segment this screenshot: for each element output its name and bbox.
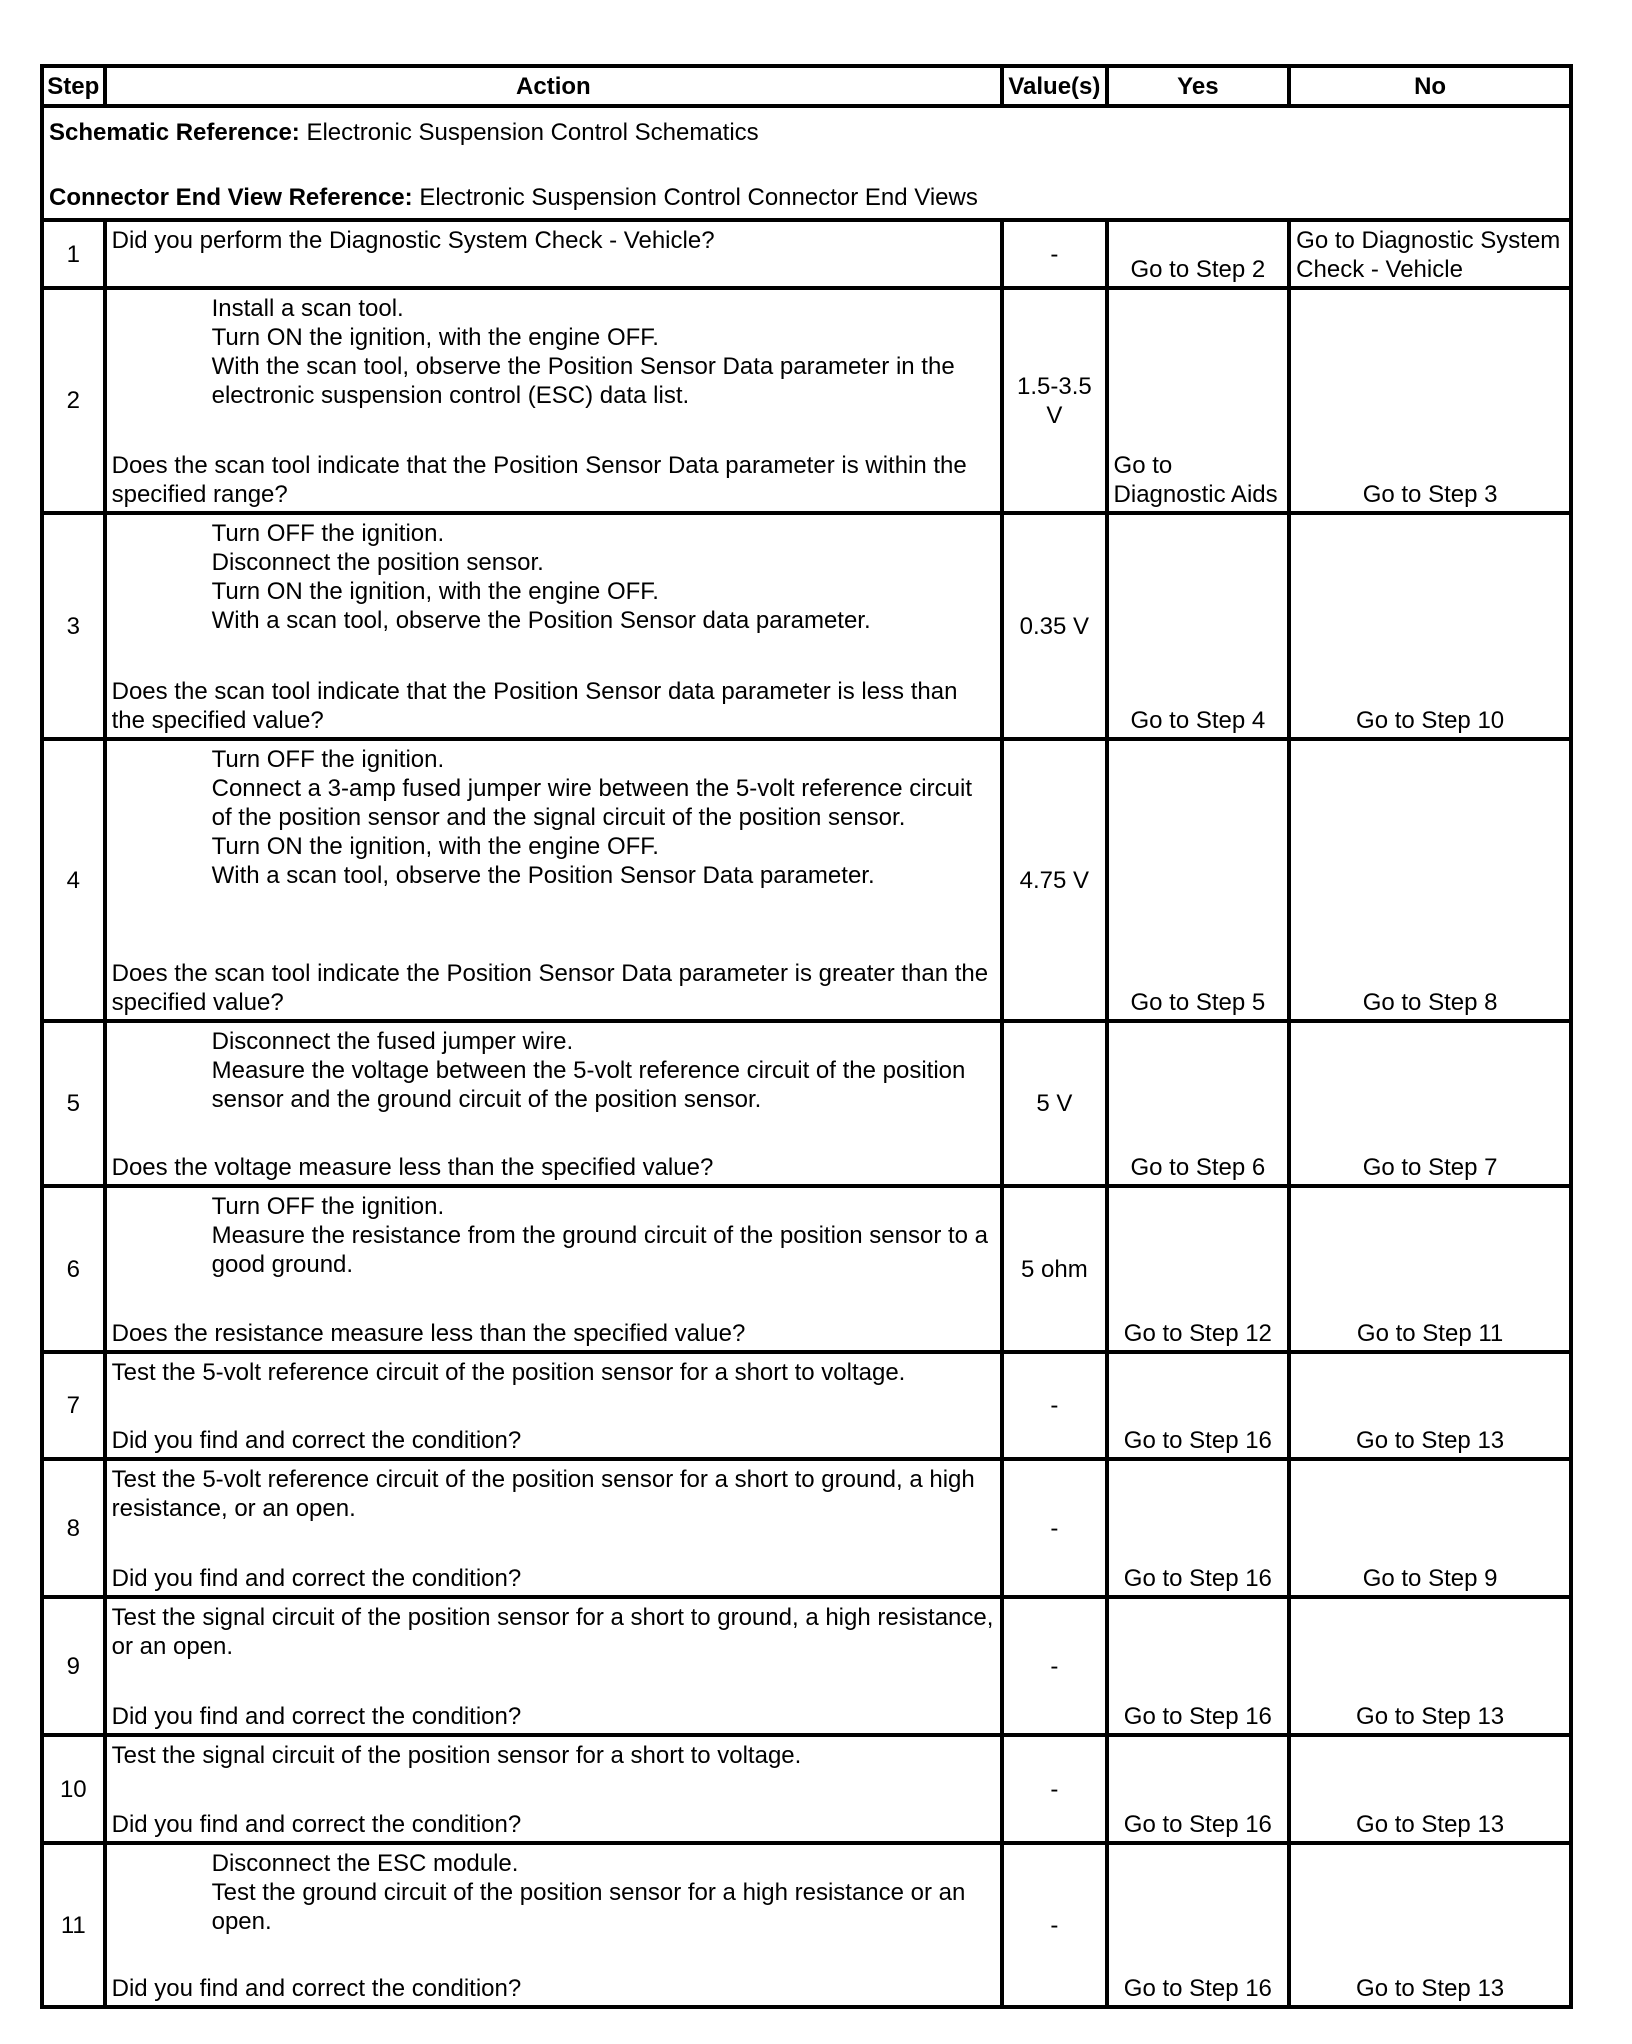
reference-row <box>42 106 1571 220</box>
action-cell <box>105 1843 1003 2007</box>
step-number: 1 <box>42 220 105 288</box>
table-row <box>42 513 1571 739</box>
action-question: Did you find and correct the condition? <box>111 1565 522 1592</box>
no-cell: Go to Step 13 <box>1289 1735 1571 1843</box>
step-number: 8 <box>42 1459 105 1597</box>
action-text: Did you perform the Diagnostic System Check - Vehicle? <box>111 227 715 254</box>
action-step-item: With a scan tool, observe the Position Sensor Data parameter. <box>211 862 875 889</box>
action-step-item: Turn ON the ignition, with the engine OFF. <box>211 578 659 605</box>
step-number: 11 <box>42 1843 105 2007</box>
header-action: Action <box>105 66 1003 106</box>
yes-cell: Go to Step 16 <box>1107 1352 1290 1459</box>
action-steps <box>112 294 996 410</box>
value-cell: 5 V <box>1002 1021 1106 1186</box>
header-yes: Yes <box>1107 66 1290 106</box>
table-row <box>42 1597 1571 1735</box>
action-step-item: Disconnect the position sensor. <box>211 549 544 576</box>
action-cell <box>105 1735 1003 1843</box>
action-text: Test the 5-volt reference circuit of the position sensor for a short to voltage. <box>111 1359 906 1386</box>
action-cell <box>105 1352 1003 1459</box>
header-step: Step <box>42 66 105 106</box>
table-row <box>42 1735 1571 1843</box>
action-steps <box>112 1027 996 1114</box>
schematic-reference <box>49 118 1564 147</box>
value-cell: - <box>1002 1597 1106 1735</box>
action-step-item: With a scan tool, observe the Position Sensor data parameter. <box>211 607 871 634</box>
header-no: No <box>1289 66 1571 106</box>
yes-cell: Go to Step 16 <box>1107 1735 1290 1843</box>
action-question: Did you find and correct the condition? <box>111 1427 522 1454</box>
action-cell <box>105 1459 1003 1597</box>
yes-cell: Go to Step 16 <box>1107 1843 1290 2007</box>
yes-cell: Go to Diagnostic Aids <box>1107 288 1290 513</box>
action-step-item: With the scan tool, observe the Position Sensor Data parameter in the electronic suspension control (ESC) data list. <box>211 353 955 409</box>
action-step-item: Connect a 3-amp fused jumper wire between the 5-volt reference circuit of the position sensor and the signal circuit of the position sensor. <box>211 775 972 831</box>
step-number: 2 <box>42 288 105 513</box>
table-row <box>42 1186 1571 1352</box>
no-cell: Go to Step 7 <box>1289 1021 1571 1186</box>
reference-cell <box>42 106 1571 220</box>
no-cell: Go to Step 10 <box>1289 513 1571 739</box>
no-cell: Go to Step 13 <box>1289 1843 1571 2007</box>
action-cell <box>105 1021 1003 1186</box>
yes-cell: Go to Step 5 <box>1107 739 1290 1021</box>
step-number: 6 <box>42 1186 105 1352</box>
action-question: Does the voltage measure less than the specified value? <box>111 1154 714 1181</box>
action-cell <box>105 739 1003 1021</box>
action-step-item: Measure the resistance from the ground circuit of the position sensor to a good ground. <box>211 1222 989 1278</box>
action-cell <box>105 288 1003 513</box>
action-step-item: Turn ON the ignition, with the engine OFF. <box>211 833 659 860</box>
action-step-item: Turn OFF the ignition. <box>211 520 445 547</box>
action-question: Did you find and correct the condition? <box>111 1975 522 2002</box>
diagnostic-table <box>40 64 1573 2009</box>
header-row <box>42 66 1571 106</box>
yes-cell: Go to Step 2 <box>1107 220 1290 288</box>
schematic-reference-label: Schematic Reference: <box>49 119 300 146</box>
action-cell <box>105 1597 1003 1735</box>
action-step-item: Turn ON the ignition, with the engine OFF. <box>211 324 659 351</box>
action-steps <box>112 519 996 635</box>
table-row <box>42 739 1571 1021</box>
no-cell: Go to Step 3 <box>1289 288 1571 513</box>
action-step-item: Disconnect the ESC module. <box>211 1850 519 1877</box>
step-number: 7 <box>42 1352 105 1459</box>
yes-cell: Go to Step 6 <box>1107 1021 1290 1186</box>
value-cell: - <box>1002 1735 1106 1843</box>
action-step-item: Install a scan tool. <box>211 295 404 322</box>
yes-cell: Go to Step 12 <box>1107 1186 1290 1352</box>
action-step-item: Test the ground circuit of the position sensor for a high resistance or an open. <box>211 1879 966 1935</box>
step-number: 5 <box>42 1021 105 1186</box>
table-row <box>42 220 1571 288</box>
table-row <box>42 1021 1571 1186</box>
no-cell: Go to Step 8 <box>1289 739 1571 1021</box>
step-number: 4 <box>42 739 105 1021</box>
schematic-reference-text: Electronic Suspension Control Schematics <box>299 119 759 146</box>
action-question: Does the resistance measure less than the specified value? <box>111 1320 746 1347</box>
action-steps <box>112 745 996 890</box>
action-steps <box>112 1192 996 1279</box>
value-cell: 0.35 V <box>1002 513 1106 739</box>
no-cell: Go to Step 13 <box>1289 1597 1571 1735</box>
action-cell <box>105 1186 1003 1352</box>
action-text: Test the signal circuit of the position sensor for a short to ground, a high resistance, or an open. <box>111 1604 994 1660</box>
yes-cell: Go to Step 16 <box>1107 1597 1290 1735</box>
table-row <box>42 1843 1571 2007</box>
action-steps <box>112 1849 996 1936</box>
action-question: Does the scan tool indicate the Position Sensor Data parameter is greater than the specified value? <box>111 960 989 1016</box>
table-row <box>42 288 1571 513</box>
action-question: Did you find and correct the condition? <box>111 1811 522 1838</box>
table-row <box>42 1459 1571 1597</box>
action-text: Test the 5-volt reference circuit of the position sensor for a short to ground, a high resistance, or an open. <box>111 1466 975 1522</box>
yes-cell: Go to Step 16 <box>1107 1459 1290 1597</box>
action-question: Does the scan tool indicate that the Position Sensor Data parameter is within the specified range? <box>111 452 967 508</box>
action-step-item: Measure the voltage between the 5-volt reference circuit of the position sensor and the ground circuit of the position sensor. <box>211 1057 966 1113</box>
no-cell: Go to Diagnostic System Check - Vehicle <box>1289 220 1571 288</box>
value-cell: 4.75 V <box>1002 739 1106 1021</box>
header-values: Value(s) <box>1002 66 1106 106</box>
no-cell: Go to Step 11 <box>1289 1186 1571 1352</box>
action-cell <box>105 220 1003 288</box>
connector-reference <box>49 183 1564 212</box>
step-number: 10 <box>42 1735 105 1843</box>
action-question: Did you find and correct the condition? <box>111 1703 522 1730</box>
step-number: 9 <box>42 1597 105 1735</box>
yes-cell: Go to Step 4 <box>1107 513 1290 739</box>
action-step-item: Turn OFF the ignition. <box>211 746 445 773</box>
value-cell: 1.5-3.5 V <box>1002 288 1106 513</box>
value-cell: - <box>1002 1352 1106 1459</box>
value-cell: - <box>1002 1843 1106 2007</box>
action-step-item: Disconnect the fused jumper wire. <box>211 1028 574 1055</box>
connector-reference-text: Electronic Suspension Control Connector End Views <box>412 184 978 211</box>
action-question: Does the scan tool indicate that the Position Sensor data parameter is less than the specified value? <box>111 678 958 734</box>
action-text: Test the signal circuit of the position sensor for a short to voltage. <box>111 1742 802 1769</box>
value-cell: - <box>1002 220 1106 288</box>
step-number: 3 <box>42 513 105 739</box>
action-step-item: Turn OFF the ignition. <box>211 1193 445 1220</box>
connector-reference-label: Connector End View Reference: <box>49 184 413 211</box>
table-row <box>42 1352 1571 1459</box>
action-cell <box>105 513 1003 739</box>
value-cell: 5 ohm <box>1002 1186 1106 1352</box>
no-cell: Go to Step 13 <box>1289 1352 1571 1459</box>
no-cell: Go to Step 9 <box>1289 1459 1571 1597</box>
value-cell: - <box>1002 1459 1106 1597</box>
